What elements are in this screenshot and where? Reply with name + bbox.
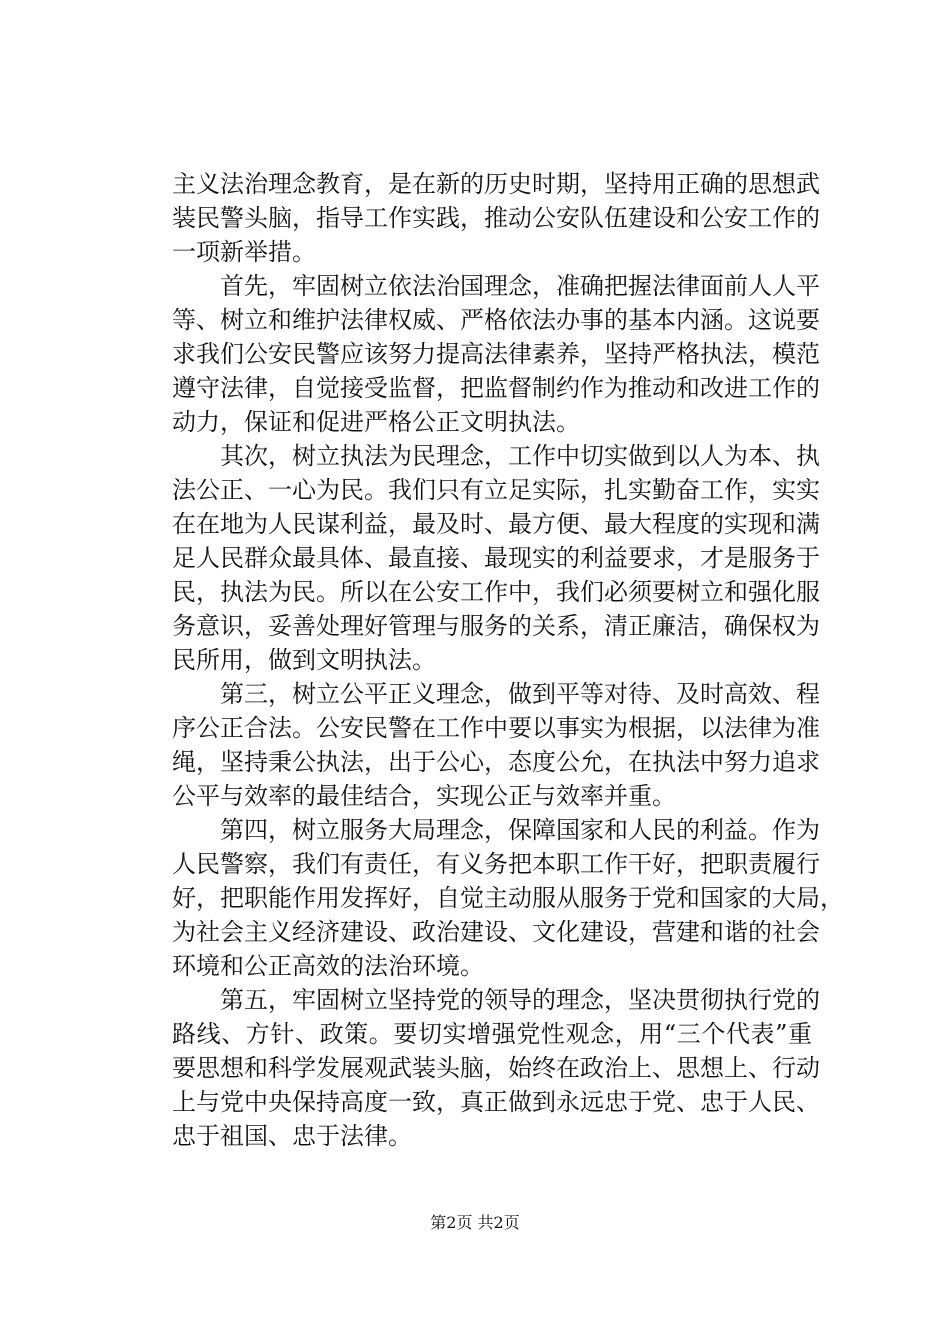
- text-line: 主义法治理念教育，是在新的历史时期，坚持用正确的思想武: [172, 170, 820, 198]
- text-line: 路线、方针、政策。要切实增强党性观念，用“三个代表”重: [172, 1020, 812, 1048]
- text-line: 首先，牢固树立依法治国理念，准确把握法律面前人人平: [220, 272, 820, 300]
- text-line: 第五，牢固树立坚持党的领导的理念，坚决贯彻执行党的: [220, 986, 820, 1014]
- text-line: 人民警察，我们有责任，有义务把本职工作干好，把职责履行: [172, 850, 820, 878]
- text-line: 第三，树立公平正义理念，做到平等对待、及时高效、程: [220, 680, 820, 708]
- text-line: 其次，树立执法为民理念，工作中切实做到以人为本、执: [220, 442, 820, 470]
- document-body: [172, 167, 844, 1153]
- paragraph-intro-continuation: [172, 167, 820, 269]
- text-line: 为社会主义经济建设、政治建设、文化建设，营建和谐的社会: [172, 918, 820, 946]
- paragraph-fourth: [172, 813, 844, 983]
- text-line: 民，执法为民。所以在公安工作中，我们必须要树立和强化服: [172, 578, 820, 606]
- text-line: 在在地为人民谋利益，最及时、最方便、最大程度的实现和满: [172, 510, 820, 538]
- text-line: 动力，保证和促进严格公正文明执法。: [172, 408, 580, 436]
- text-line: 忠于祖国、忠于法律。: [172, 1122, 412, 1150]
- text-line: 装民警头脑，指导工作实践，推动公安队伍建设和公安工作的: [172, 204, 820, 232]
- text-line: 要思想和科学发展观武装头脑，始终在政治上、思想上、行动: [172, 1054, 820, 1082]
- text-line: 一项新举措。: [172, 238, 316, 266]
- paragraph-second: [172, 439, 820, 677]
- text-line: 务意识，妥善处理好管理与服务的关系，清正廉洁，确保权为: [172, 612, 820, 640]
- text-line: 绳，坚持秉公执法，出于公心，态度公允，在执法中努力追求: [172, 748, 820, 776]
- text-line: 遵守法律，自觉接受监督，把监督制约作为推动和改进工作的: [172, 374, 820, 402]
- text-line: 等、树立和维护法律权威、严格依法办事的基本内涵。这说要: [172, 306, 820, 334]
- text-line: 上与党中央保持高度一致，真正做到永远忠于党、忠于人民、: [172, 1088, 820, 1116]
- text-line: 序公正合法。公安民警在工作中要以事实为根据，以法律为准: [172, 714, 820, 742]
- paragraph-third: [172, 677, 820, 813]
- text-line: 足人民群众最具体、最直接、最现实的利益要求，才是服务于: [172, 544, 820, 572]
- text-line: 第四，树立服务大局理念，保障国家和人民的利益。作为: [220, 816, 820, 844]
- text-line: 环境和公正高效的法治环境。: [172, 952, 484, 980]
- paragraph-first: [172, 269, 820, 439]
- paragraph-fifth: [172, 983, 820, 1153]
- text-line: 民所用，做到文明执法。: [172, 646, 436, 674]
- text-line: 公平与效率的最佳结合，实现公正与效率并重。: [172, 782, 676, 810]
- text-line: 法公正、一心为民。我们只有立足实际，扎实勤奋工作，实实: [172, 476, 820, 504]
- text-line: 好，把职能作用发挥好，自觉主动服从服务于党和国家的大局，: [172, 884, 844, 912]
- text-line: 求我们公安民警应该努力提高法律素养，坚持严格执法，模范: [172, 340, 820, 368]
- page-number-footer: 第2页 共2页: [430, 1213, 520, 1232]
